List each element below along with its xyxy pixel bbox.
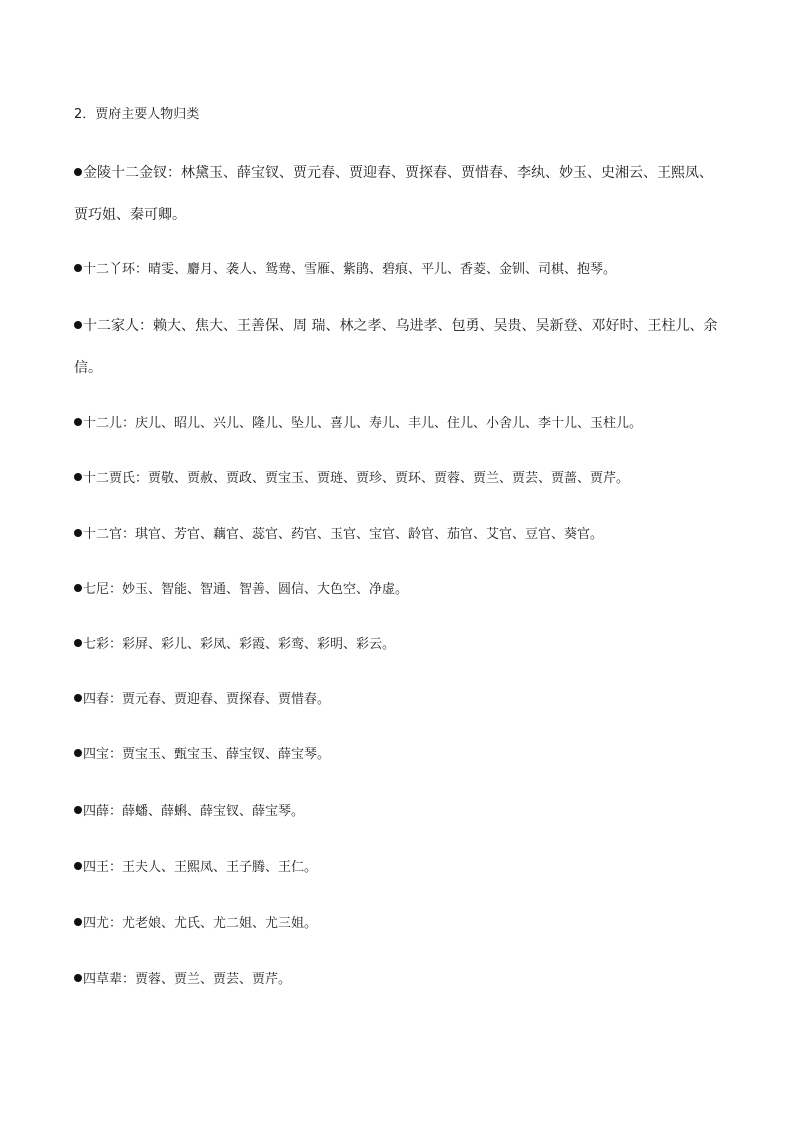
entry-label: 十二贾氏 [83, 471, 136, 486]
entry-label: 四春 [83, 692, 110, 707]
bullet-icon [74, 473, 82, 481]
list-item-ni: 七尼：妙玉、智能、智通、智善、圆信、大色空、净虚。 [74, 581, 734, 599]
list-item-jiashi: 十二贾氏：贾敬、贾赦、贾政、贾宝玉、贾琏、贾珍、贾环、贾蓉、贾兰、贾芸、贾蔷、贾芹。 [74, 470, 734, 488]
bullet-icon [74, 321, 82, 329]
bullet-icon [74, 529, 82, 537]
entry-content-continued: 信。 [74, 360, 102, 376]
section-heading: 2．贾府主要人物归类 [74, 107, 200, 122]
bullet-icon [74, 974, 82, 982]
entry-content: 贾元春、贾迎春、贾探春、贾惜春。 [122, 692, 331, 707]
entry-content: 彩屏、彩儿、彩凤、彩霞、彩鸾、彩明、彩云。 [122, 637, 396, 652]
list-item-cai: 七彩：彩屏、彩儿、彩凤、彩霞、彩鸾、彩明、彩云。 [74, 636, 734, 654]
entry-content: 王夫人、王熙凤、王子腾、王仁。 [122, 860, 318, 875]
bullet-icon [74, 264, 82, 272]
bullet-icon [74, 168, 82, 176]
entry-label: 十二家人 [83, 318, 139, 334]
entry-content: 林黛玉、薛宝钗、贾元春、贾迎春、贾探春、贾惜春、李纨、妙玉、史湘云、王熙凤、 [181, 165, 713, 181]
entry-label: 十二官 [83, 527, 123, 542]
entry-label: 四宝 [83, 747, 110, 762]
entry-content: 妙玉、智能、智通、智善、圆信、大色空、净虚。 [122, 582, 409, 597]
entry-label: 金陵十二金钗 [83, 165, 167, 181]
entry-label: 四草辈 [83, 972, 123, 987]
entry-content: 贾宝玉、甄宝玉、薛宝钗、薛宝琴。 [122, 747, 331, 762]
bullet-icon [74, 918, 82, 926]
entry-label: 四王 [83, 860, 110, 875]
list-item-wang: 四王：王夫人、王熙凤、王子腾、王仁。 [74, 859, 734, 877]
entry-content: 薛蟠、薛蝌、薛宝钗、薛宝琴。 [122, 804, 305, 819]
entry-content: 赖大、焦大、王善保、周 瑞、林之孝、乌进孝、包勇、吴贵、吴新登、邓好时、王柱儿、余 [153, 318, 718, 334]
entry-content: 贾蓉、贾兰、贾芸、贾芹。 [135, 972, 292, 987]
bullet-icon [74, 749, 82, 757]
entry-label: 四尤 [83, 916, 110, 931]
entry-label: 十二儿 [83, 416, 123, 431]
bullet-icon [74, 639, 82, 647]
bullet-icon [74, 694, 82, 702]
list-item-yahuan: 十二丫环：晴雯、麝月、袭人、鸳鸯、雪雁、紫鹃、碧痕、平儿、香菱、金钏、司棋、抱琴。 [74, 261, 734, 279]
entry-content-continued: 贾巧姐、秦可卿。 [74, 207, 186, 223]
entry-content: 庆儿、昭儿、兴儿、隆儿、坠儿、喜儿、寿儿、丰儿、住儿、小舍儿、李十儿、玉柱儿。 [135, 416, 643, 431]
entry-label: 七尼 [83, 582, 110, 597]
list-item-jinling: 金陵十二金钗：林黛玉、薛宝钗、贾元春、贾迎春、贾探春、贾惜春、李纨、妙玉、史湘云、王熙凤、 贾巧姐、秦可卿。 [74, 163, 734, 225]
list-item-jiaren: 十二家人：赖大、焦大、王善保、周 瑞、林之孝、乌进孝、包勇、吴贵、吴新登、邓好时、王柱儿、余 信。 [74, 316, 734, 378]
list-item-guan: 十二官：琪官、芳官、藕官、蕊官、药官、玉官、宝官、龄官、茄官、艾官、豆官、葵官。 [74, 526, 734, 544]
list-item-caobei: 四草辈：贾蓉、贾兰、贾芸、贾芹。 [74, 971, 734, 989]
bullet-icon [74, 584, 82, 592]
list-item-bao: 四宝：贾宝玉、甄宝玉、薛宝钗、薛宝琴。 [74, 746, 734, 764]
bullet-icon [74, 806, 82, 814]
bullet-icon [74, 418, 82, 426]
entry-content: 贾敬、贾赦、贾政、贾宝玉、贾琏、贾珍、贾环、贾蓉、贾兰、贾芸、贾蔷、贾芹。 [148, 471, 630, 486]
bullet-icon [74, 862, 82, 870]
entry-label: 四薛 [83, 804, 110, 819]
entry-content: 尤老娘、尤氏、尤二姐、尤三姐。 [122, 916, 318, 931]
list-item-chun: 四春：贾元春、贾迎春、贾探春、贾惜春。 [74, 691, 734, 709]
entry-label: 十二丫环 [83, 262, 136, 277]
list-item-you: 四尤：尤老娘、尤氏、尤二姐、尤三姐。 [74, 915, 734, 933]
list-item-xue: 四薛：薛蟠、薛蝌、薛宝钗、薛宝琴。 [74, 803, 734, 821]
entry-label: 七彩 [83, 637, 110, 652]
entry-content: 晴雯、麝月、袭人、鸳鸯、雪雁、紫鹃、碧痕、平儿、香菱、金钏、司棋、抱琴。 [148, 262, 617, 277]
list-item-er: 十二儿：庆儿、昭儿、兴儿、隆儿、坠儿、喜儿、寿儿、丰儿、住儿、小舍儿、李十儿、玉柱儿。 [74, 415, 734, 433]
entry-content: 琪官、芳官、藕官、蕊官、药官、玉官、宝官、龄官、茄官、艾官、豆官、葵官。 [135, 527, 604, 542]
